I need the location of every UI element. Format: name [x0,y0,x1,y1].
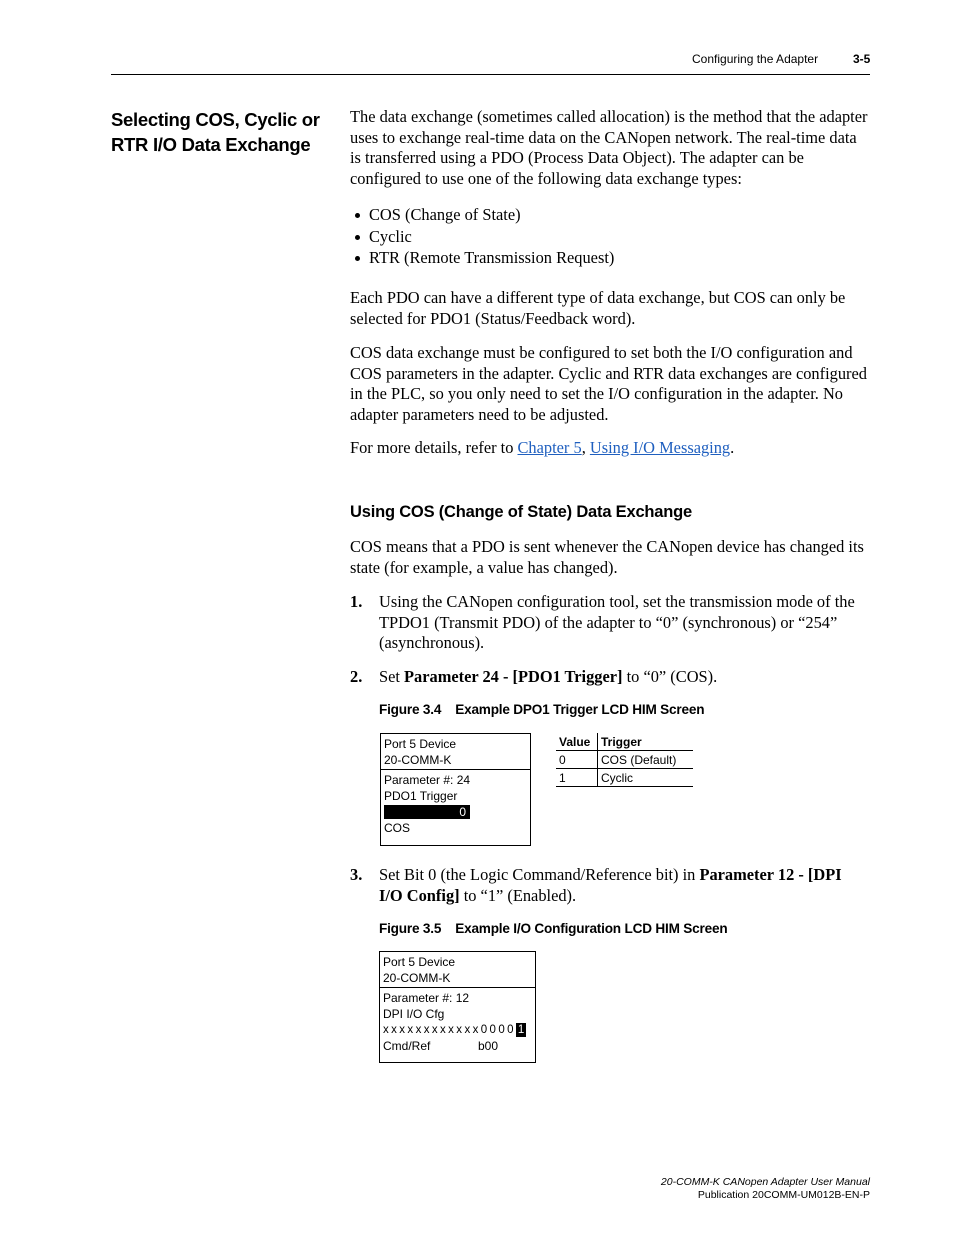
step-2-text [379,667,869,688]
lcd-bit0-highlight: 1 [517,1024,524,1036]
intro-paragraph: The data exchange (sometimes called allocation) is the method that the adapter uses to exchange real-time data on the CANopen network. The real-time data is transferred using a PDO (Process Data Object). The adapter can be configured to use one of the following data exchange types: [350,107,868,188]
lcd-device-section [380,952,535,988]
refer-paragraph [350,438,870,459]
step-2-parameter: Parameter 24 - [PDO1 Trigger] [404,667,623,686]
running-header-title: Configuring the Adapter [692,52,819,66]
table-header-row [556,733,693,751]
cos-config-paragraph: COS data exchange must be configured to set both the I/O configuration and COS parameters in the adapter. Cyclic and RTR data exchanges are configured in the PLC, so you only need to set the I/O configuration in the adapter. No adapter parameters need to be adjusted. [350,343,867,424]
footer-manual-title: 20-COMM-K CANopen Adapter User Manual [660,1176,870,1188]
lcd-bit-row [383,1022,535,1038]
list-item: Cyclic [350,226,870,248]
figure-description: Example I/O Configuration LCD HIM Screen [455,921,728,936]
lcd-him-screen-pdo1-trigger [380,733,531,846]
step-2-post: to “0” (COS). [622,667,718,686]
subsection-intro: COS means that a PDO is sent whenever the CANopen device has changed its state (for example, a value has changed). [350,537,864,577]
step-3-parameter: Parameter 12 - [DPI I/O Config] [379,865,842,905]
chapter-5-link[interactable]: Chapter 5 [517,438,582,457]
subsection-heading: Using COS (Change of State) Data Exchange [350,503,693,521]
step-1-number: 1. [350,592,363,611]
lcd-parameter-section [381,770,530,836]
refer-prefix: For more details, refer to [350,438,518,457]
table-row [556,769,693,787]
lcd-bit-index: b00 [478,1039,499,1053]
figure-description: Example DPO1 Trigger LCD HIM Screen [455,702,705,717]
section-heading-line2: RTR I/O Data Exchange [111,134,311,155]
header-rule [111,74,870,75]
figure-label: Figure 3.5 [379,921,442,936]
footer-publication: Publication 20COMM-UM012B-EN-P [697,1189,870,1201]
refer-separator: , [581,438,590,457]
figure-3-5-caption [379,921,727,936]
refer-suffix: . [730,438,735,457]
using-io-messaging-link[interactable]: Using I/O Messaging [589,438,731,457]
lcd-device-line: 20-COMM-K [383,971,451,985]
lcd-value-text: COS [384,821,411,835]
exchange-type-list [350,204,870,269]
step-3-pre: Set Bit 0 (the Logic Command/Reference bit) in [379,865,700,884]
list-item: RTR (Remote Transmission Request) [350,247,870,269]
table-cell: COS (Default) [598,751,694,769]
list-item: COS (Change of State) [350,204,870,226]
section-heading [111,107,331,157]
table-cell: Cyclic [598,769,694,787]
step-3-post: to “1” (Enabled). [459,885,577,905]
pdo-paragraph: Each PDO can have a different type of data exchange, but COS can only be selected for PDO1 (Status/Feedback word). [350,288,846,328]
table-cell: 1 [556,769,598,787]
lcd-parameter-section [380,988,535,1054]
value-trigger-table [556,733,693,787]
step-2-number: 2. [350,667,363,686]
column-header-value: Value [556,733,598,751]
table-row [556,751,693,769]
step-3-text [379,865,869,906]
lcd-parameter-number: Parameter #: 24 [384,773,471,787]
figure-label: Figure 3.4 [379,702,442,717]
page-number: 3-5 [853,52,871,66]
step-1-text: Using the CANopen configuration tool, set the transmission mode of the TPDO1 (Transmit PDO) of the adapter to “0” (synchronous) or “254” (asynchronous). [379,592,855,652]
lcd-cmd-ref-label: Cmd/Ref [383,1039,431,1053]
step-3-number: 3. [350,865,363,884]
lcd-device-section [381,734,530,770]
step-2-pre: Set [379,667,405,686]
lcd-port-line: Port 5 Device [383,955,456,969]
lcd-device-line: 20-COMM-K [384,753,452,767]
lcd-him-screen-io-config [379,951,536,1063]
section-heading-line1: Selecting COS, Cyclic or [111,109,320,130]
lcd-port-line: Port 5 Device [384,737,457,751]
lcd-parameter-number: Parameter #: 12 [383,991,470,1005]
lcd-parameter-name: PDO1 Trigger [384,789,458,803]
column-header-trigger: Trigger [598,733,694,751]
lcd-value-highlight: 0 [384,805,470,819]
table-cell: 0 [556,751,598,769]
lcd-bits: x x x x x x x x x x x x 0 0 0 0 [383,1024,514,1036]
lcd-cmd-ref-line [383,1038,535,1054]
lcd-parameter-name: DPI I/O Cfg [383,1007,445,1021]
figure-3-4-caption [379,702,704,717]
